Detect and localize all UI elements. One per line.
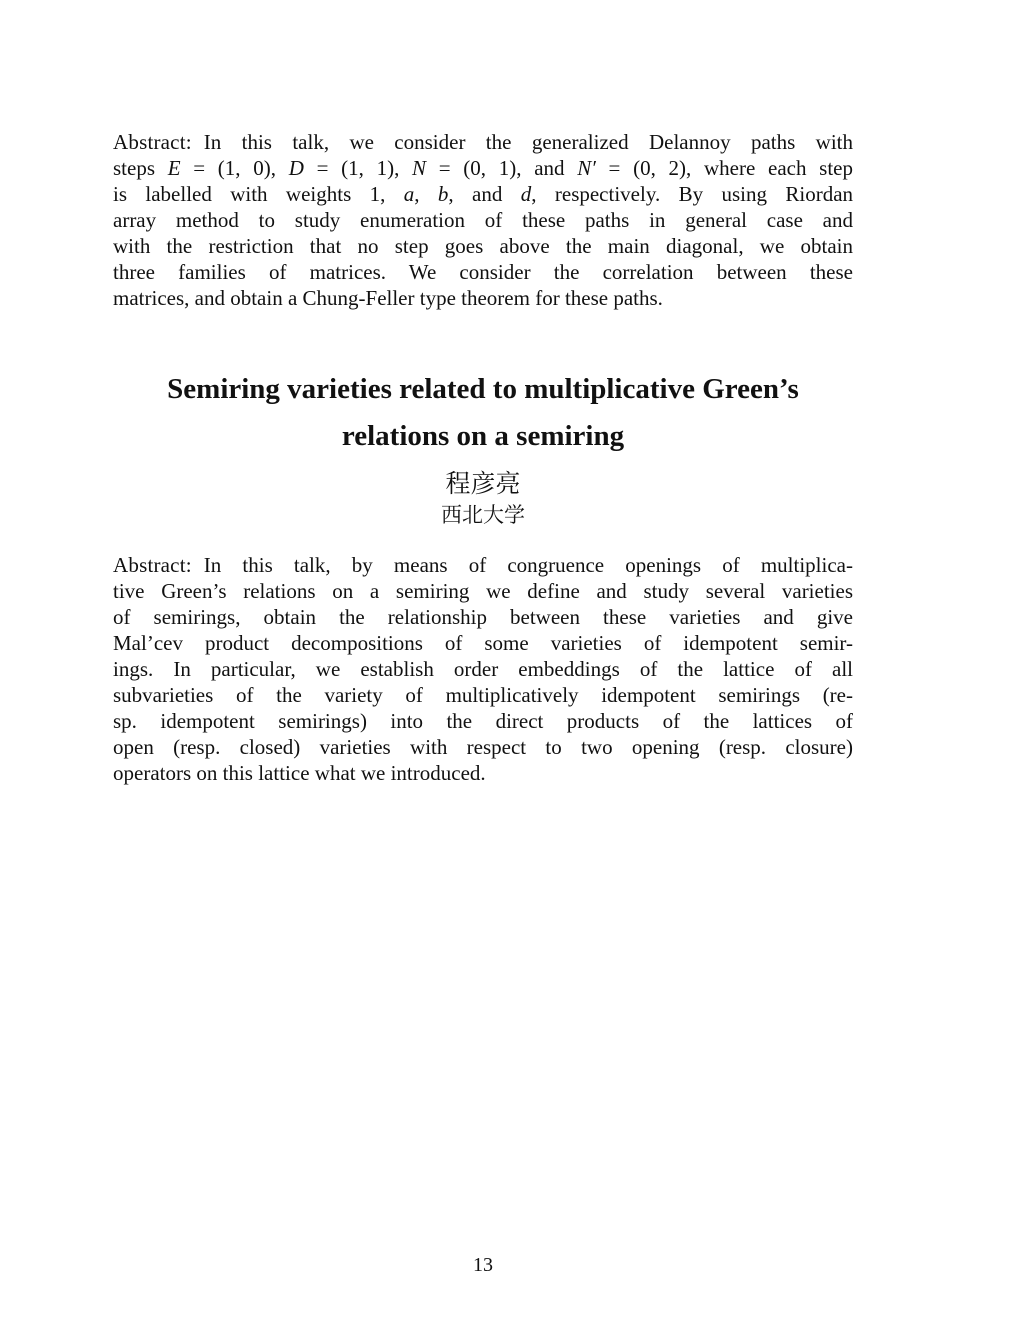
math-symbol: D [288, 156, 304, 180]
text-segment: , respectively. By using Riordan [531, 182, 854, 206]
text-line [113, 734, 853, 760]
abstract-label: Abstract: [113, 130, 192, 154]
text-line [113, 155, 853, 181]
speaker-affiliation: 西北大学 [441, 503, 525, 527]
talk-title-line-1: Semiring varieties related to multiplicative Green’s [167, 373, 799, 405]
math-symbol: d [520, 182, 532, 206]
text-segment: sp. idempotent semirings) into the direct products of the lattices of [113, 709, 853, 733]
text-line [113, 207, 853, 233]
talk-abstract [113, 552, 853, 786]
text-line [113, 181, 853, 207]
text-line [113, 708, 853, 734]
text-segment: steps [113, 156, 168, 180]
math-symbol: b [437, 182, 449, 206]
text-line [113, 552, 853, 578]
text-segment: In this talk, we consider the generalized Delannoy paths with [203, 130, 853, 154]
math-symbol: N′ [577, 156, 596, 180]
text-segment: tive Green’s relations on a semiring we define and study several varieties [113, 579, 853, 603]
text-line [113, 259, 853, 285]
text-segment: three families of matrices. We consider the correlation between these [113, 260, 853, 284]
text-segment: , [414, 182, 438, 206]
text-segment: open (resp. closed) varieties with respect to two opening (resp. closure) [113, 735, 853, 759]
text-segment: = (0, 2), where each step [595, 156, 853, 180]
math-symbol: N [412, 156, 427, 180]
text-segment: = (1, 1), [303, 156, 413, 180]
text-segment: , and [448, 182, 521, 206]
text-segment: ings. In particular, we establish order embeddings of the lattice of all [113, 657, 853, 681]
talk-title-line-2: relations on a semiring [341, 420, 625, 452]
text-line [113, 760, 853, 786]
text-segment: of semirings, obtain the relationship between these varieties and give [113, 605, 853, 629]
text-segment: = (0, 1), and [426, 156, 578, 180]
talk-title [113, 366, 853, 460]
text-line [113, 233, 853, 259]
text-line [113, 285, 853, 311]
text-segment: array method to study enumeration of these paths in general case and [113, 208, 853, 232]
math-symbol: E [167, 156, 181, 180]
abstract-label: Abstract: [113, 553, 192, 577]
speaker-name: 程彦亮 [445, 471, 521, 498]
previous-talk-abstract [113, 129, 853, 311]
text-segment: In this talk, by means of congruence openings of multiplica- [203, 553, 853, 577]
text-line [113, 578, 853, 604]
text-segment: Mal’cev product decompositions of some varieties of idempotent semir- [113, 631, 853, 655]
text-line [113, 604, 853, 630]
text-segment: subvarieties of the variety of multiplicatively idempotent semirings (re- [113, 683, 853, 707]
text-segment: = (1, 0), [180, 156, 289, 180]
text-segment: is labelled with weights 1, [113, 182, 404, 206]
text-line [113, 656, 853, 682]
text-line [113, 630, 853, 656]
math-symbol: a [403, 182, 415, 206]
text-segment: with the restriction that no step goes above the main diagonal, we obtain [113, 234, 853, 258]
text-segment: operators on this lattice what we introduced. [113, 761, 486, 785]
page-number: 13 [473, 1254, 493, 1276]
text-line [113, 129, 853, 155]
text-line [113, 682, 853, 708]
text-segment: matrices, and obtain a Chung-Feller type theorem for these paths. [113, 286, 663, 310]
